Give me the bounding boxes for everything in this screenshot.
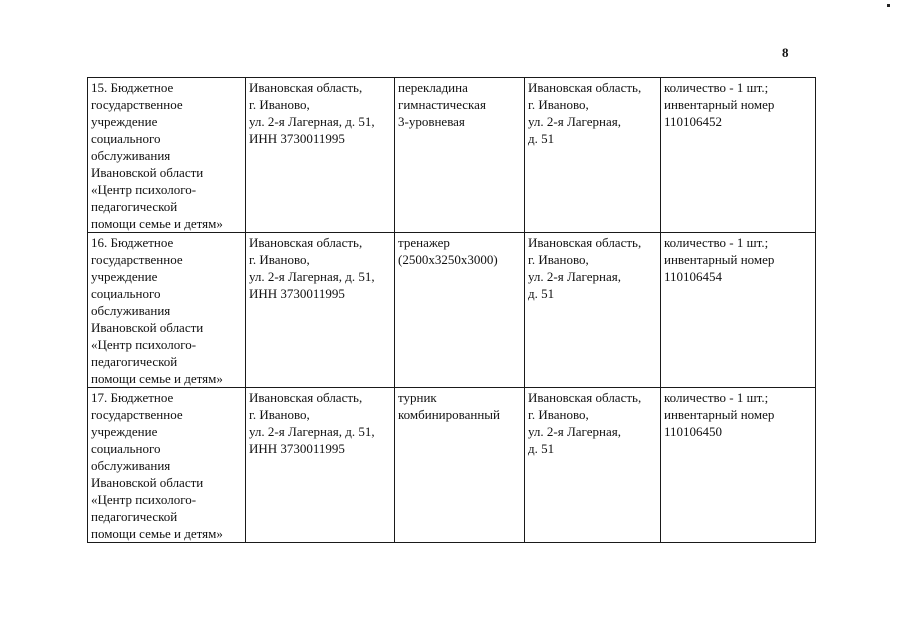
cell-text-line: обслуживания: [91, 148, 171, 163]
cell-text-line: д. 51: [528, 286, 555, 301]
cell-text-line: помощи семье и детям»: [91, 371, 223, 386]
cell-text-line: количество - 1 шт.;: [664, 235, 769, 250]
cell-text-line: 15. Бюджетное: [91, 80, 174, 95]
cell-text-line: 3-уровневая: [398, 114, 465, 129]
cell-text-line: социального: [91, 441, 161, 456]
page-number: 8: [782, 45, 789, 60]
cell-text-line: 17. Бюджетное: [91, 390, 174, 405]
cell-text-line: Ивановской области: [91, 320, 204, 335]
cell-text-line: учреждение: [91, 269, 158, 284]
scan-mark: [887, 4, 890, 7]
cell-text-line: педагогической: [91, 199, 178, 214]
cell-text-line: турник: [398, 390, 437, 405]
cell-text-line: обслуживания: [91, 458, 171, 473]
details-cell: [661, 78, 816, 233]
cell-text-line: государственное: [91, 252, 183, 267]
cell-text-line: государственное: [91, 407, 183, 422]
cell-text-line: «Центр психолого-: [91, 337, 197, 352]
cell-text-line: 110106450: [664, 424, 723, 439]
cell-text-line: педагогической: [91, 509, 178, 524]
details-cell: [661, 233, 816, 388]
cell-text-line: Ивановская область,: [249, 235, 363, 250]
cell-text-line: количество - 1 шт.;: [664, 390, 769, 405]
cell-text-line: комбинированный: [398, 407, 500, 422]
cell-text-line: г. Иваново,: [528, 97, 589, 112]
cell-text-line: 110106454: [664, 269, 723, 284]
cell-text-line: обслуживания: [91, 303, 171, 318]
cell-text-line: г. Иваново,: [528, 407, 589, 422]
cell-text-line: ИНН 3730011995: [249, 441, 345, 456]
item-cell: [395, 388, 525, 543]
cell-text-line: Ивановской области: [91, 475, 204, 490]
cell-text-line: ИНН 3730011995: [249, 286, 345, 301]
cell-text-line: ул. 2-я Лагерная,: [528, 424, 621, 439]
cell-text-line: Ивановская область,: [528, 235, 642, 250]
cell-text-line: ИНН 3730011995: [249, 131, 345, 146]
owner-address-cell: [246, 233, 395, 388]
property-table-body: [88, 78, 816, 543]
table-row: [88, 78, 816, 233]
cell-text-line: тренажер: [398, 235, 450, 250]
cell-text-line: гимнастическая: [398, 97, 486, 112]
organization-cell: [88, 388, 246, 543]
cell-text-line: ул. 2-я Лагерная,: [528, 269, 621, 284]
cell-text-line: Ивановская область,: [249, 390, 363, 405]
cell-text-line: инвентарный номер: [664, 407, 775, 422]
cell-text-line: г. Иваново,: [249, 407, 310, 422]
cell-text-line: количество - 1 шт.;: [664, 80, 769, 95]
cell-text-line: ул. 2-я Лагерная, д. 51,: [249, 114, 375, 129]
owner-address-cell: [246, 388, 395, 543]
cell-text-line: «Центр психолого-: [91, 182, 197, 197]
cell-text-line: ул. 2-я Лагерная,: [528, 114, 621, 129]
cell-text-line: ул. 2-я Лагерная, д. 51,: [249, 269, 375, 284]
cell-text-line: 16. Бюджетное: [91, 235, 174, 250]
cell-text-line: Ивановской области: [91, 165, 204, 180]
cell-text-line: д. 51: [528, 131, 555, 146]
location-cell: [525, 233, 661, 388]
cell-text-line: г. Иваново,: [249, 97, 310, 112]
cell-text-line: учреждение: [91, 424, 158, 439]
cell-text-line: помощи семье и детям»: [91, 216, 223, 231]
cell-text-line: инвентарный номер: [664, 252, 775, 267]
cell-text-line: государственное: [91, 97, 183, 112]
owner-address-cell: [246, 78, 395, 233]
cell-text-line: Ивановская область,: [249, 80, 363, 95]
cell-text-line: Ивановская область,: [528, 80, 642, 95]
location-cell: [525, 388, 661, 543]
cell-text-line: ул. 2-я Лагерная, д. 51,: [249, 424, 375, 439]
item-cell: [395, 233, 525, 388]
cell-text-line: педагогической: [91, 354, 178, 369]
organization-cell: [88, 233, 246, 388]
cell-text-line: д. 51: [528, 441, 555, 456]
cell-text-line: г. Иваново,: [528, 252, 589, 267]
organization-cell: [88, 78, 246, 233]
item-cell: [395, 78, 525, 233]
property-table: [87, 77, 816, 543]
cell-text-line: Ивановская область,: [528, 390, 642, 405]
cell-text-line: учреждение: [91, 114, 158, 129]
cell-text-line: помощи семье и детям»: [91, 526, 223, 541]
details-cell: [661, 388, 816, 543]
cell-text-line: социального: [91, 286, 161, 301]
cell-text-line: перекладина: [398, 80, 468, 95]
cell-text-line: инвентарный номер: [664, 97, 775, 112]
table-row: [88, 388, 816, 543]
cell-text-line: 110106452: [664, 114, 723, 129]
cell-text-line: г. Иваново,: [249, 252, 310, 267]
cell-text-line: «Центр психолого-: [91, 492, 197, 507]
table-row: [88, 233, 816, 388]
cell-text-line: социального: [91, 131, 161, 146]
location-cell: [525, 78, 661, 233]
cell-text-line: (2500x3250x3000): [398, 252, 498, 267]
